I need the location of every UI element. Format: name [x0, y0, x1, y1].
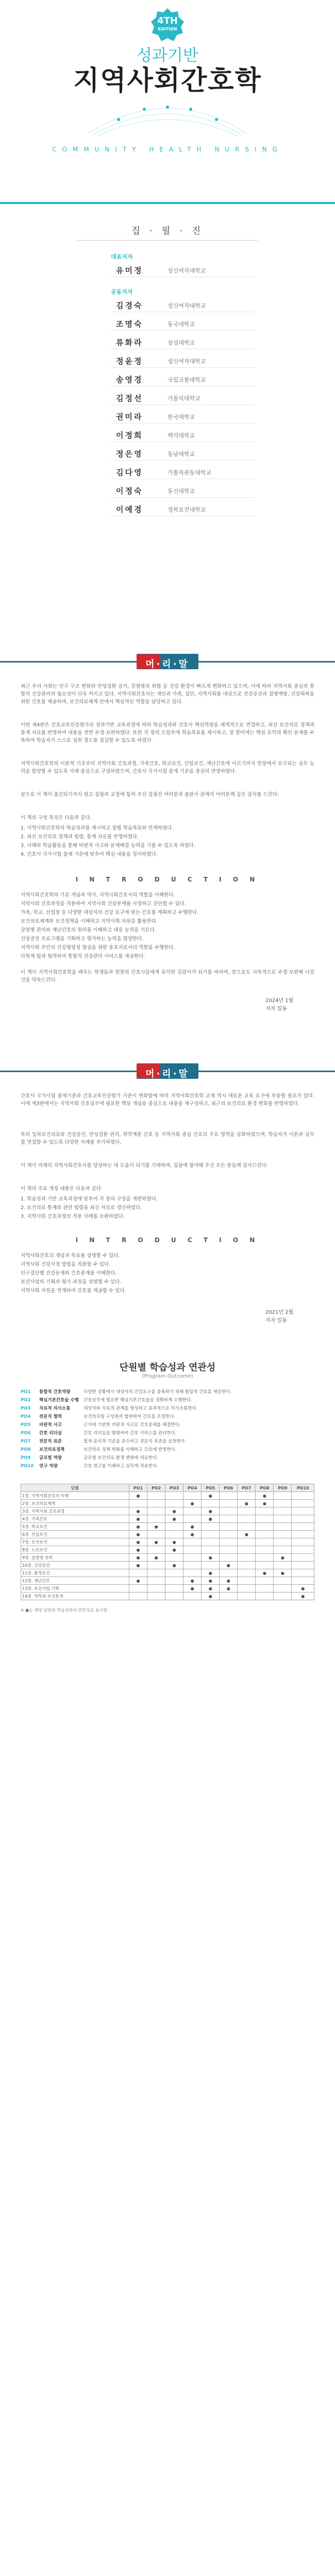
table-cell — [256, 1523, 274, 1531]
editor-name: 조명숙 — [116, 319, 143, 329]
table-cell: ● — [147, 1554, 165, 1562]
table-cell — [147, 1531, 165, 1538]
competency-item: PO9 글로벌 역량 글로벌 보건의료 환경 변화에 대응한다. — [21, 1455, 158, 1461]
table-cell — [165, 1531, 183, 1538]
preface-signer: 저자 일동 — [265, 1006, 287, 1012]
table-cell: ● — [165, 1538, 183, 1546]
table-column-header: PO1 — [129, 1484, 147, 1492]
table-cell — [238, 1515, 256, 1523]
table-row — [21, 1554, 314, 1562]
editor-affiliation: 동남대학교 — [167, 451, 195, 457]
list-item: 1. 지역사회간호학의 학습성과를 제시하고 장별 학습목표와 연계하였다. — [21, 825, 174, 831]
editor-affiliation: 한국대학교 — [167, 414, 195, 420]
table-cell — [165, 1492, 183, 1500]
introduction-title: I N T R O D U C T I O N — [75, 1236, 260, 1244]
table-cell: ● — [220, 1585, 238, 1592]
table-row-label: 1장. 지역사회간호의 이해 — [21, 1492, 129, 1500]
table-row — [21, 1577, 314, 1585]
table-cell — [220, 1538, 238, 1546]
list-item: 지역사회 건강사정 방법을 적용할 수 있다. — [21, 1262, 111, 1267]
editors-section — [0, 216, 335, 649]
table-cell — [292, 1554, 314, 1562]
table-cell — [292, 1507, 314, 1515]
table-row — [21, 1531, 314, 1538]
table-column-header: PO2 — [147, 1484, 165, 1492]
competency-item: PO3 치료적 의사소통 대상자와 치료적 관계를 형성하고 효과적으로 의사소통한다. — [21, 1406, 198, 1411]
table-column-header: PO7 — [238, 1484, 256, 1492]
table-column-header: PO3 — [165, 1484, 183, 1492]
table-cell — [238, 1562, 256, 1569]
editor-affiliation: 성신여자대학교 — [167, 267, 206, 274]
table-cell — [183, 1546, 202, 1554]
editor-affiliation: 국립교통대학교 — [167, 377, 206, 383]
table-cell — [129, 1585, 147, 1592]
table-cell — [147, 1585, 165, 1592]
table-cell: ● — [129, 1515, 147, 1523]
table-cell — [274, 1500, 292, 1507]
preface-list — [21, 824, 314, 859]
book-title: 지역사회간호학 — [73, 65, 262, 96]
table-cell — [292, 1523, 314, 1531]
table-cell — [147, 1577, 165, 1585]
table-cell — [220, 1500, 238, 1507]
table-row — [21, 1592, 314, 1600]
list-item: 지역사회간호학의 기본 개념과 역사, 지역사회간호사의 역할을 이해한다. — [21, 892, 175, 898]
editor-name: 김경숙 — [116, 301, 143, 310]
introduction-list — [21, 1252, 314, 1296]
table-cell: ● — [129, 1538, 147, 1546]
competency-item: PO1 통합적 간호역량 다양한 상황에서 대상자의 건강요구를 충족하기 위해 통합적 간호를 제공한다. — [21, 1389, 232, 1395]
table-cell: ● — [129, 1531, 147, 1538]
table-cell — [256, 1507, 274, 1515]
table-cell — [220, 1515, 238, 1523]
table-cell — [165, 1500, 183, 1507]
table-row-label: 9장. 감염병 관리 — [21, 1554, 129, 1562]
table-cell — [220, 1546, 238, 1554]
list-item: 인구집단별 건강문제와 간호중재를 이해한다. — [21, 1270, 117, 1276]
list-item: 2. 보건의료 통계와 관련 법령을 최신 자료로 갱신하였다. — [21, 1205, 142, 1211]
table-row-label: 11장. 환경보건 — [21, 1569, 129, 1577]
table-row-label: 8장. 노인보건 — [21, 1546, 129, 1554]
table-cell — [165, 1585, 183, 1592]
introduction-title: I N T R O D U C T I O N — [75, 876, 260, 883]
table-cell — [256, 1585, 274, 1592]
table-cell — [202, 1531, 220, 1538]
table-cell: ● — [129, 1562, 147, 1569]
editor-name: 류화라 — [116, 338, 143, 347]
table-cell — [147, 1492, 165, 1500]
table-cell — [220, 1569, 238, 1577]
competency-list — [21, 1388, 314, 1471]
table-cell — [274, 1546, 292, 1554]
table-cell — [274, 1531, 292, 1538]
table-row-label: 13장. 보건사업 기획 — [21, 1585, 129, 1592]
table-cell — [202, 1500, 220, 1507]
table-cell — [147, 1569, 165, 1577]
table-cell — [274, 1577, 292, 1585]
editor-affiliation: 삼성대학교 — [167, 340, 195, 346]
table-row — [21, 1500, 314, 1507]
list-item: 가족, 학교, 산업장 등 다양한 대상자의 건강 요구에 맞는 간호를 계획하고 수행한다. — [21, 910, 199, 916]
preface-paragraph: 끝으로 이 책이 출간되기까지 원고 집필과 교정에 힘써 주신 집필진 여러분과 출판사 관계자 여러분께 깊은 감사를 드린다. — [21, 792, 279, 798]
table-cell: ● — [165, 1562, 183, 1569]
editor-affiliation: 경복보건대학교 — [167, 506, 206, 513]
editor-name: 정은영 — [116, 449, 143, 459]
table-cell — [238, 1592, 256, 1600]
table-cell — [220, 1531, 238, 1538]
table-row — [21, 1507, 314, 1515]
table-cell: ● — [183, 1523, 202, 1531]
table-cell — [147, 1515, 165, 1523]
table-cell: ● — [165, 1515, 183, 1523]
editor-entry — [111, 482, 255, 498]
table-cell: ● — [274, 1569, 292, 1577]
editor-name: 이정숙 — [116, 486, 143, 496]
table-cell: ● — [202, 1507, 220, 1515]
table-cell — [292, 1492, 314, 1500]
table-column-header: 단원 — [21, 1484, 129, 1492]
table-cell: ● — [129, 1507, 147, 1515]
table-cell — [292, 1577, 314, 1585]
table-cell — [292, 1531, 314, 1538]
editor-name: 유미정 — [116, 266, 143, 275]
wave-decoration-icon — [82, 93, 253, 139]
preface-list-title: 이 책의 주요 개정 내용은 다음과 같다. — [21, 1186, 103, 1192]
table-cell: ● — [129, 1577, 147, 1585]
table-cell — [274, 1523, 292, 1531]
cover — [0, 0, 335, 206]
preface-title: 머·리·말 — [145, 1069, 190, 1079]
table-cell — [147, 1546, 165, 1554]
table-cell: ● — [238, 1500, 256, 1507]
editor-entry — [111, 427, 255, 442]
editor-entry — [111, 445, 255, 461]
table-cell — [183, 1562, 202, 1569]
table-cell: ● — [183, 1577, 202, 1585]
table-cell — [183, 1515, 202, 1523]
list-item: 2. 최신 보건의료 정책과 법령, 통계 자료를 반영하였다. — [21, 834, 139, 840]
list-item: 지역사회간호의 개념과 목표를 설명할 수 있다. — [21, 1253, 120, 1259]
preface-paragraph: 간호사 국가시험 출제기준과 간호교육인증평가 기준이 변화함에 따라 지역사회간호학 교재 역시 새로운 교육 요구에 부응할 필요가 있다. 이에 제3판에서는 지역사회 간호실무에 필요한 핵심 개념을 중심으로 내용을 재구성하고, 최근의 보건의료 환경 변화를 반영하였다. — [21, 1093, 314, 1107]
table-cell — [147, 1562, 165, 1569]
editor-affiliation: 가톨릭대학교 — [167, 395, 200, 402]
table-row — [21, 1562, 314, 1569]
table-cell — [183, 1492, 202, 1500]
table-cell — [292, 1538, 314, 1546]
preface-paragraph: 최근 우리 사회는 인구 구조 변화와 만성질환 증가, 감염병의 위협 등 건강 환경이 빠르게 변화하고 있으며, 이에 따라 지역사회 중심의 통합적 건강관리의 필요성이 더욱 커지고 있다. 지역사회간호사는 개인과 가족, 집단, 지역사회를 대상으로 건강증진과 질병예방, 건강회복을 위한 간호를 제공하며, 보건의료체계 안에서 핵심적인 역할을 담당하고 있다. — [21, 684, 314, 705]
table-cell: ● — [129, 1492, 147, 1500]
table-row-label: 10장. 건강증진 — [21, 1562, 129, 1569]
table-row — [21, 1492, 314, 1500]
editor-entry — [111, 408, 255, 423]
table-cell — [147, 1592, 165, 1600]
editor-entry — [111, 297, 255, 312]
editor-name: 김다영 — [116, 468, 143, 477]
table-row-label: 12장. 재난간호 — [21, 1577, 129, 1585]
introduction-list — [21, 891, 314, 961]
preface-header — [0, 1061, 335, 1082]
table-cell — [274, 1585, 292, 1592]
editor-affiliation: 백석대학교 — [167, 432, 195, 439]
editor-affiliation: 가톨릭관동대학교 — [167, 469, 212, 476]
edition-number: 4TH — [157, 15, 178, 26]
table-note: ※ ●는 해당 단원과 학습성과의 연관성을 표시함 — [21, 1608, 108, 1613]
table-cell — [220, 1492, 238, 1500]
table-cell — [274, 1492, 292, 1500]
table-row — [21, 1569, 314, 1577]
table-cell: ● — [202, 1569, 220, 1577]
role-label: 공동저자 — [111, 289, 133, 295]
table-cell — [256, 1538, 274, 1546]
table-cell — [274, 1515, 292, 1523]
table-cell: ● — [129, 1523, 147, 1531]
table-cell — [129, 1569, 147, 1577]
competency-subtitle: (Program Outcome) — [142, 1374, 193, 1379]
preface-date: 2021년 2월 — [265, 1310, 294, 1315]
table-cell — [274, 1562, 292, 1569]
competency-item: PO7 전문직 표준 법적·윤리적 기준을 준수하고 전문직 표준을 실천한다. — [21, 1439, 187, 1444]
table-cell — [183, 1507, 202, 1515]
competency-item: PO2 핵심기본간호술 수행 간호실무에 필요한 핵심기본간호술을 정확하게 수행한다. — [21, 1398, 192, 1403]
table-cell: ● — [202, 1492, 220, 1500]
book-english-title: COMMUNITY HEALTH NURSING — [52, 146, 283, 153]
table-cell — [165, 1523, 183, 1531]
table-cell: ● — [129, 1554, 147, 1562]
table-cell: ● — [256, 1569, 274, 1577]
table-cell: ● — [165, 1546, 183, 1554]
table-cell — [274, 1592, 292, 1600]
book-subtitle: 성과기반 — [137, 46, 198, 65]
editor-name: 권미라 — [116, 412, 143, 421]
table-column-header: PO5 — [202, 1484, 220, 1492]
preface-closing: 이 책이 지역사회간호학을 배우는 학생들과 현장의 간호사들에게 유익한 길잡이가 되기를 바라며, 앞으로도 지속적으로 수정·보완해 나갈 것을 약속드린다. — [21, 970, 314, 983]
table-cell — [238, 1523, 256, 1531]
editors-rule — [77, 240, 258, 241]
competency-table — [21, 1484, 314, 1600]
preface-signer: 저자 일동 — [265, 1318, 287, 1324]
table-cell — [256, 1562, 274, 1569]
table-cell: ● — [292, 1592, 314, 1600]
editor-entry — [111, 389, 255, 405]
table-column-header: PO9 — [274, 1484, 292, 1492]
table-cell — [220, 1554, 238, 1562]
list-item: 지역사회 주민의 건강형평성 향상을 위한 옹호자로서의 역할을 수행한다. — [21, 945, 175, 951]
table-row — [21, 1538, 314, 1546]
list-item: 건강증진 프로그램을 기획하고 평가하는 능력을 함양한다. — [21, 936, 144, 942]
table-cell: ● — [183, 1585, 202, 1592]
role-label: 대표저자 — [111, 253, 133, 260]
preface-paragraph: 지역사회간호학의 이론적 기초부터 지역사회 간호과정, 가족간호, 학교보건, 산업보건, 재난간호에 이르기까지 현장에서 요구되는 실무 능력을 함양할 수 있도록 사례 중심으로 구성하였으며, 간호사 국가시험 출제 기준을 충실히 반영하였다. — [21, 761, 314, 774]
table-cell: ● — [165, 1507, 183, 1515]
table-cell: ● — [238, 1531, 256, 1538]
table-cell: ● — [256, 1500, 274, 1507]
list-item: 보건사업의 기획과 평가 과정을 설명할 수 있다. — [21, 1279, 122, 1285]
competency-item: PO4 전문직 협력 보건의료팀 구성원과 협력하여 간호를 조정한다. — [21, 1414, 175, 1419]
table-cell — [183, 1592, 202, 1600]
editor-name: 송영경 — [116, 375, 143, 384]
table-cell — [147, 1507, 165, 1515]
table-cell: ● — [292, 1585, 314, 1592]
editor-entry — [111, 352, 255, 368]
table-cell: ● — [202, 1577, 220, 1585]
editor-name: 이정희 — [116, 431, 143, 440]
competency-item: PO5 비판적 사고 근거에 기반한 비판적 사고로 간호문제를 해결한다. — [21, 1422, 181, 1428]
table-cell: ● — [147, 1538, 165, 1546]
list-item: 보건의료체계와 보건정책을 이해하고 지역사회 자원을 활용한다. — [21, 919, 158, 924]
editor-affiliation: 동국대학교 — [167, 321, 195, 328]
table-row-label: 2장. 보건의료체계 — [21, 1500, 129, 1507]
table-cell — [238, 1546, 256, 1554]
editors-title: 집 · 필 · 진 — [131, 226, 204, 236]
table-cell — [274, 1538, 292, 1546]
preface-title: 머·리·말 — [145, 659, 190, 670]
table-row-label: 3장. 지역사회 간호과정 — [21, 1507, 129, 1515]
table-cell: ● — [129, 1546, 147, 1554]
table-cell: ● — [274, 1554, 292, 1562]
table-cell — [165, 1577, 183, 1585]
table-cell — [220, 1592, 238, 1600]
table-row-label: 7장. 모자보건 — [21, 1538, 129, 1546]
table-cell — [129, 1500, 147, 1507]
table-cell — [238, 1507, 256, 1515]
competency-title: 단원별 학습성과 연관성 — [119, 1362, 216, 1373]
table-cell — [202, 1546, 220, 1554]
competency-item: PO8 보건의료정책 보건의료 정책 변화를 이해하고 간호에 반영한다. — [21, 1447, 177, 1452]
list-item: 지역사회 간호과정을 적용하여 지역사회 건강문제를 사정하고 진단할 수 있다. — [21, 901, 186, 907]
table-cell: ● — [256, 1492, 274, 1500]
table-cell — [202, 1538, 220, 1546]
competency-item: PO6 간호 리더십 간호 리더십을 발휘하여 간호 서비스를 관리한다. — [21, 1431, 177, 1436]
table-cell — [129, 1592, 147, 1600]
table-cell — [220, 1523, 238, 1531]
table-cell: ● — [202, 1585, 220, 1592]
table-cell — [202, 1562, 220, 1569]
table-cell — [292, 1569, 314, 1577]
edition-label: EDITION — [158, 27, 177, 31]
table-header-row — [21, 1484, 314, 1492]
table-row — [21, 1546, 314, 1554]
table-row-label: 6장. 산업보건 — [21, 1531, 129, 1538]
table-cell — [147, 1500, 165, 1507]
editor-entry — [111, 371, 255, 386]
list-item: 1. 학습성과 기반 교육과정에 맞추어 각 장의 구성을 개편하였다. — [21, 1196, 158, 1202]
preface-date: 2024년 1월 — [265, 998, 294, 1004]
editor-name: 이예경 — [116, 505, 143, 514]
table-cell — [183, 1569, 202, 1577]
table-cell — [183, 1554, 202, 1562]
table-column-header: PO6 — [220, 1484, 238, 1492]
preface-header — [0, 652, 335, 672]
table-cell — [202, 1523, 220, 1531]
editor-entry — [111, 501, 255, 516]
table-row-label: 14장. 역학과 보건통계 — [21, 1592, 129, 1600]
table-row — [21, 1515, 314, 1523]
table-cell — [238, 1492, 256, 1500]
table-cell — [165, 1569, 183, 1577]
table-row — [21, 1585, 314, 1592]
table-row — [21, 1523, 314, 1531]
table-cell: ● — [202, 1554, 220, 1562]
list-item: 지역사회 자원을 연계하여 간호를 제공할 수 있다. — [21, 1288, 126, 1294]
list-item: 다학제 팀과 협력하여 통합적 건강관리 서비스를 제공한다. — [21, 954, 145, 959]
table-cell: ● — [147, 1523, 165, 1531]
table-cell: ● — [202, 1592, 220, 1600]
table-cell — [183, 1538, 202, 1546]
editor-entry — [111, 262, 255, 277]
table-cell — [256, 1546, 274, 1554]
table-cell — [256, 1592, 274, 1600]
competency-item: PO10 연구 역량 간호 연구를 이해하고 실무에 적용한다. — [21, 1464, 158, 1469]
editor-affiliation: 성신여자대학교 — [167, 358, 206, 365]
editor-entry — [111, 315, 255, 331]
preface-paragraph: 이번 제4판은 간호교육인증평가의 성과기반 교육과정에 따라 학습성과와 간호사 핵심역량을 체계적으로 연결하고, 최신 보건의료 정책과 통계 자료를 반영하여 내용을 전면 수정·보완하였다. 또한 각 장의 도입부에 학습목표를 제시하고, 장 말미에는 핵심 요약과 확인 문제를 수록하여 학습자가 스스로 성취 정도를 점검할 수 있도록 하였다. — [21, 722, 314, 743]
table-cell: ● — [220, 1562, 238, 1569]
list-item: 4. 간호사 국가시험 출제 기준에 맞추어 핵심 내용을 정리하였다. — [21, 852, 158, 857]
table-cell — [256, 1577, 274, 1585]
table-cell — [256, 1515, 274, 1523]
table-cell — [238, 1554, 256, 1562]
editor-name: 김정선 — [116, 394, 143, 403]
table-column-header: PO10 — [292, 1484, 314, 1492]
table-cell: ● — [220, 1577, 238, 1585]
table-column-header: PO4 — [183, 1484, 202, 1492]
table-cell — [292, 1546, 314, 1554]
table-cell — [165, 1554, 183, 1562]
preface-paragraph: 특히 일차보건의료와 건강증진, 만성질환 관리, 취약계층 간호 등 지역사회 중심 간호의 주요 영역을 강화하였으며, 학습자가 이론과 실무를 연결할 수 있도록 다양한 사례를 추가하였다. — [21, 1132, 314, 1145]
table-cell — [292, 1562, 314, 1569]
editor-name: 정윤정 — [116, 357, 143, 366]
table-cell: ● — [202, 1515, 220, 1523]
list-item: 3. 사례와 학습활동을 통해 비판적 사고와 문제해결 능력을 기를 수 있도록 하였다. — [21, 843, 195, 849]
table-cell — [165, 1592, 183, 1600]
editor-entry — [111, 334, 255, 349]
table-cell — [274, 1507, 292, 1515]
table-cell — [256, 1554, 274, 1562]
cover-divider — [0, 202, 335, 204]
table-cell: ● — [183, 1500, 202, 1507]
table-row-label: 5장. 학교보건 — [21, 1523, 129, 1531]
table-cell — [238, 1538, 256, 1546]
table-cell — [256, 1531, 274, 1538]
table-cell — [238, 1577, 256, 1585]
preface-paragraph: 이 책이 미래의 지역사회간호사를 양성하는 데 도움이 되기를 기대하며, 집필에 참여해 주신 모든 분들께 감사드린다. — [21, 1163, 268, 1168]
preface-list-title: 이 책의 구성 특징은 다음과 같다. — [21, 815, 92, 821]
table-cell — [292, 1500, 314, 1507]
editor-affiliation: 성신여자대학교 — [167, 302, 206, 309]
editor-affiliation: 동신대학교 — [167, 488, 195, 495]
editor-entry — [111, 464, 255, 479]
preface-list — [21, 1195, 314, 1222]
table-cell — [220, 1507, 238, 1515]
table-cell — [292, 1515, 314, 1523]
list-item: 감염병 관리와 재난간호의 원리를 이해하고 대응 능력을 기른다. — [21, 927, 156, 933]
table-column-header: PO8 — [256, 1484, 274, 1492]
table-row-label: 4장. 가족간호 — [21, 1515, 129, 1523]
table-cell — [238, 1569, 256, 1577]
table-cell: ● — [183, 1531, 202, 1538]
table-cell — [238, 1585, 256, 1592]
list-item: 3. 지역사회 간호과정의 적용 사례를 보완하였다. — [21, 1214, 125, 1219]
